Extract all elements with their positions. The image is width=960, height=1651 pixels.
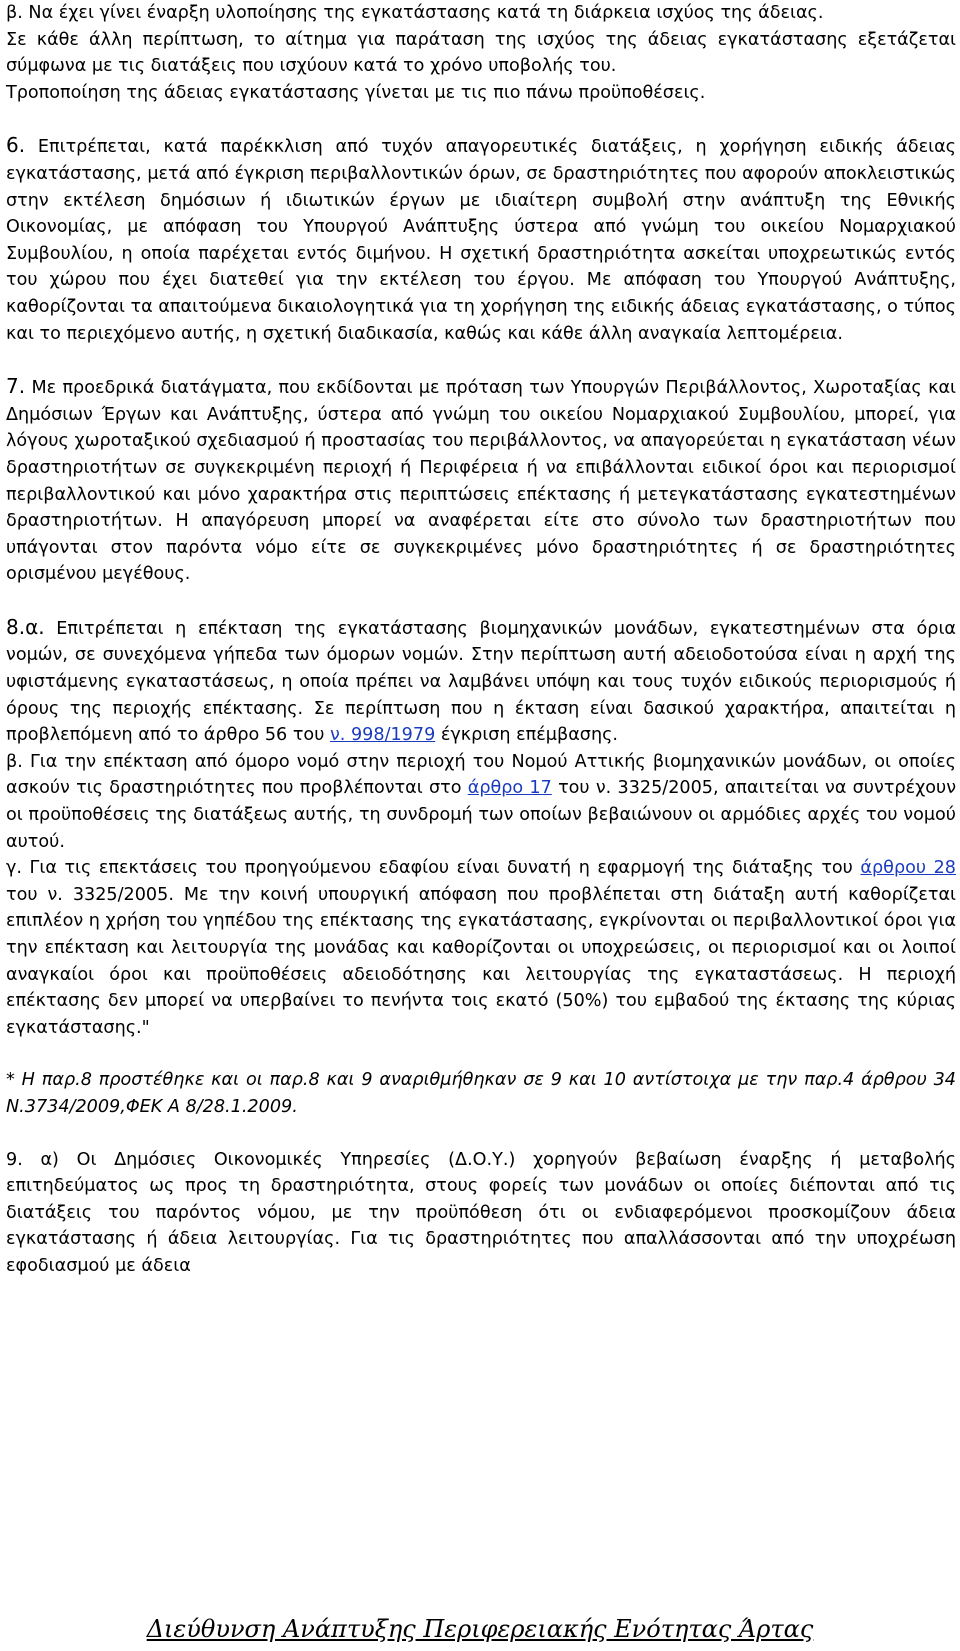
paragraph-7-number: 7. <box>6 374 26 399</box>
spacer <box>6 1121 956 1147</box>
spacer <box>6 106 956 132</box>
spacer <box>6 1041 956 1067</box>
paragraph-8a-number: 8.α. <box>6 614 45 639</box>
paragraph-7-text: Με προεδρικά διατάγματα, που εκδίδονται με πρόταση των Υπουργών Περιβάλλοντος, Χωροταξίας και Δημόσιων Έργων και Ανάπτυξης, ύστερα από γνώμη του οικείου Νομαρχιακού Συμβουλίου, μπορεί, για λόγους χωροταξικού σχεδιασμού ή προστασίας του περιβάλλοντος, να απαγορεύεται η εγκατάσταση νέων δραστηριοτήτων σε συγκεκριμένη περιοχή ή Περιφέρεια ή να επιβάλλονται ειδικοί όροι και περιορισμοί περιβαλλοντικού και μόνο χαρακτήρα στις περιπτώσεις επέκτασης ή μετεγκατάστασης εγκατεστημένων δραστηριοτήτων. Η απαγόρευση μπορεί να αναφέρεται είτε στο σύνολο των δραστηριοτήτων που υπάγονται στον παρόντα νόμο είτε σε συγκεκριμένες μόνο δραστηριότητες ή σε δραστηριότητες ορισμένου μεγέθους. <box>6 378 957 585</box>
paragraph-8b: β. Για την επέκταση από όμορο νομό στην περιοχή του Νομού Αττικής βιομηχανικών μονάδων, οι οποίες ασκούν τις δραστηριότητες που προβλέπονται στο άρθρο 17 του ν. 3325/2005, απαιτείται να συντρέχουν οι προϋποθέσεις της διατάξεως αυτής, τη συνδρομή των οποίων βεβαιώνουν οι αρμόδιες αρχές του νομού αυτού. <box>6 751 957 852</box>
document-body <box>6 0 956 1280</box>
paragraph-6 <box>6 132 956 347</box>
paragraph-5-other: Σε κάθε άλλη περίπτωση, το αίτημα για παράταση της ισχύος της άδειας εγκατάστασης εξετάζεται σύμφωνα με τις διατάξεις που ισχύουν κατά το χρόνο υποβολής του. <box>6 29 956 77</box>
paragraph-8a: 8.α. Επιτρέπεται η επέκταση της εγκατάστασης βιομηχανικών μονάδων, εγκατεστημένων στα όρια νομών, σε συνεχόμενα γήπεδα των όμορων νομών. Στην περίπτωση αυτή αδειοδοτούσα είναι η αρχή της υφιστάμενης εγκαταστάσεως, η οποία πρέπει να λαμβάνει υπόψη και τους τυχόν ειδικούς περιορισμούς ή όρους της περιοχής επέκτασης. Σε περίπτωση που η έκταση είναι δασικού χαρακτήρα, απαιτείται η προβλεπόμενη από το άρθρο 56 του ν. 998/1979 έγκριση επέμβασης. <box>6 614 956 746</box>
paragraph-7 <box>6 373 956 588</box>
paragraph-6-number: 6. <box>6 133 26 158</box>
page-footer: Διεύθυνση Ανάπτυξης Περιφερειακής Ενότητας Άρτας <box>146 1615 814 1643</box>
paragraph-6-text: Επιτρέπεται, κατά παρέκκλιση από τυχόν απαγορευτικές διατάξεις, η χορήγηση ειδικής άδειας εγκατάστασης, μετά από έγκριση περιβαλλοντικών όρων, σε δραστηριότητες που αφορούν αποκλειστικώς στην εκτέλεση δημόσιων ή ιδιωτικών έργων με ιδιαίτερη συμβολή στην ανάπτυξη της Εθνικής Οικονομίας, με απόφαση του Υπουργού Ανάπτυξης ύστερα από γνώμη του οικείου Νομαρχιακού Συμβουλίου, η οποία παρέχεται εντός διμήνου. Η σχετική δραστηριότητα ασκείται υποχρεωτικώς εντός του χώρου που έχει διατεθεί για την εκτέλεση του έργου. Με απόφαση του Υπουργού Ανάπτυξης, καθορίζονται τα απαιτούμενα δικαιολογητικά για τη χορήγηση της ειδικής άδειας εγκατάστασης, ο τύπος και το περιεχόμενο αυτής, η σχετική διαδικασία, καθώς και κάθε άλλη αναγκαία λεπτομέρεια. <box>6 137 956 344</box>
spacer <box>6 588 956 614</box>
paragraph-5b: β. Να έχει γίνει έναρξη υλοποίησης της εγκατάστασης κατά τη διάρκεια ισχύος της άδειας. <box>6 3 824 23</box>
paragraph-9: 9. α) Οι Δημόσιες Οικονομικές Υπηρεσίες (Δ.Ο.Υ.) χορηγούν βεβαίωση έναρξης ή μεταβολής επιτηδεύματος ως προς τη δραστηριότητα, στους φορείς των μονάδων οι οποίες διέπονται από τις διατάξεις του παρόντος νόμου, με την προϋπόθεση ότι οι ενδιαφερόμενοι προσκομίζουν άδεια εγκατάστασης ή άδεια λειτουργίας. Για τις δραστηριότητες που απαλλάσσονται από την υποχρέωση εφοδιασμού με άδεια <box>6 1149 956 1276</box>
spacer <box>6 347 956 373</box>
article-28-link[interactable]: άρθρου 28 <box>860 858 957 879</box>
amendment-note: * Η παρ.8 προστέθηκε και οι παρ.8 και 9 αναριθμήθηκαν σε 9 και 10 αντίστοιχα με την παρ.4 άρθρου 34 Ν.3734/2009,ΦΕΚ Α 8/28.1.2009. <box>6 1070 956 1117</box>
law-998-1979-link[interactable]: ν. 998/1979 <box>329 725 436 746</box>
paragraph-8c: γ. Για τις επεκτάσεις του προηγούμενου εδαφίου είναι δυνατή η εφαρμογή της διάταξης του άρθρου 28 του ν. 3325/2005. Με την κοινή υπουργική απόφαση που προβλέπεται στη διάταξη αυτή καθορίζεται επιπλέον η χρήση του γηπέδου της επέκτασης της εγκατάστασης, εγκρίνονται οι περιβαλλοντικοί όροι για την επέκταση και λειτουργία της μονάδας και καθορίζονται οι υποχρεώσεις, οι περιορισμοί και οι λοιποί αναγκαίοι όροι και προϋποθέσεις αδειοδότησης και λειτουργίας της εγκαταστάσεως. Η περιοχή επέκτασης δεν μπορεί να υπερβαίνει το πενήντα τοις εκατό (50%) του εμβαδού της έκτασης της κύριας εγκατάστασης." <box>6 858 957 1038</box>
paragraph-5-modification: Τροποποίηση της άδειας εγκατάστασης γίνεται με τις πιο πάνω προϋποθέσεις. <box>6 82 706 103</box>
article-17-link[interactable]: άρθρο 17 <box>467 778 552 799</box>
